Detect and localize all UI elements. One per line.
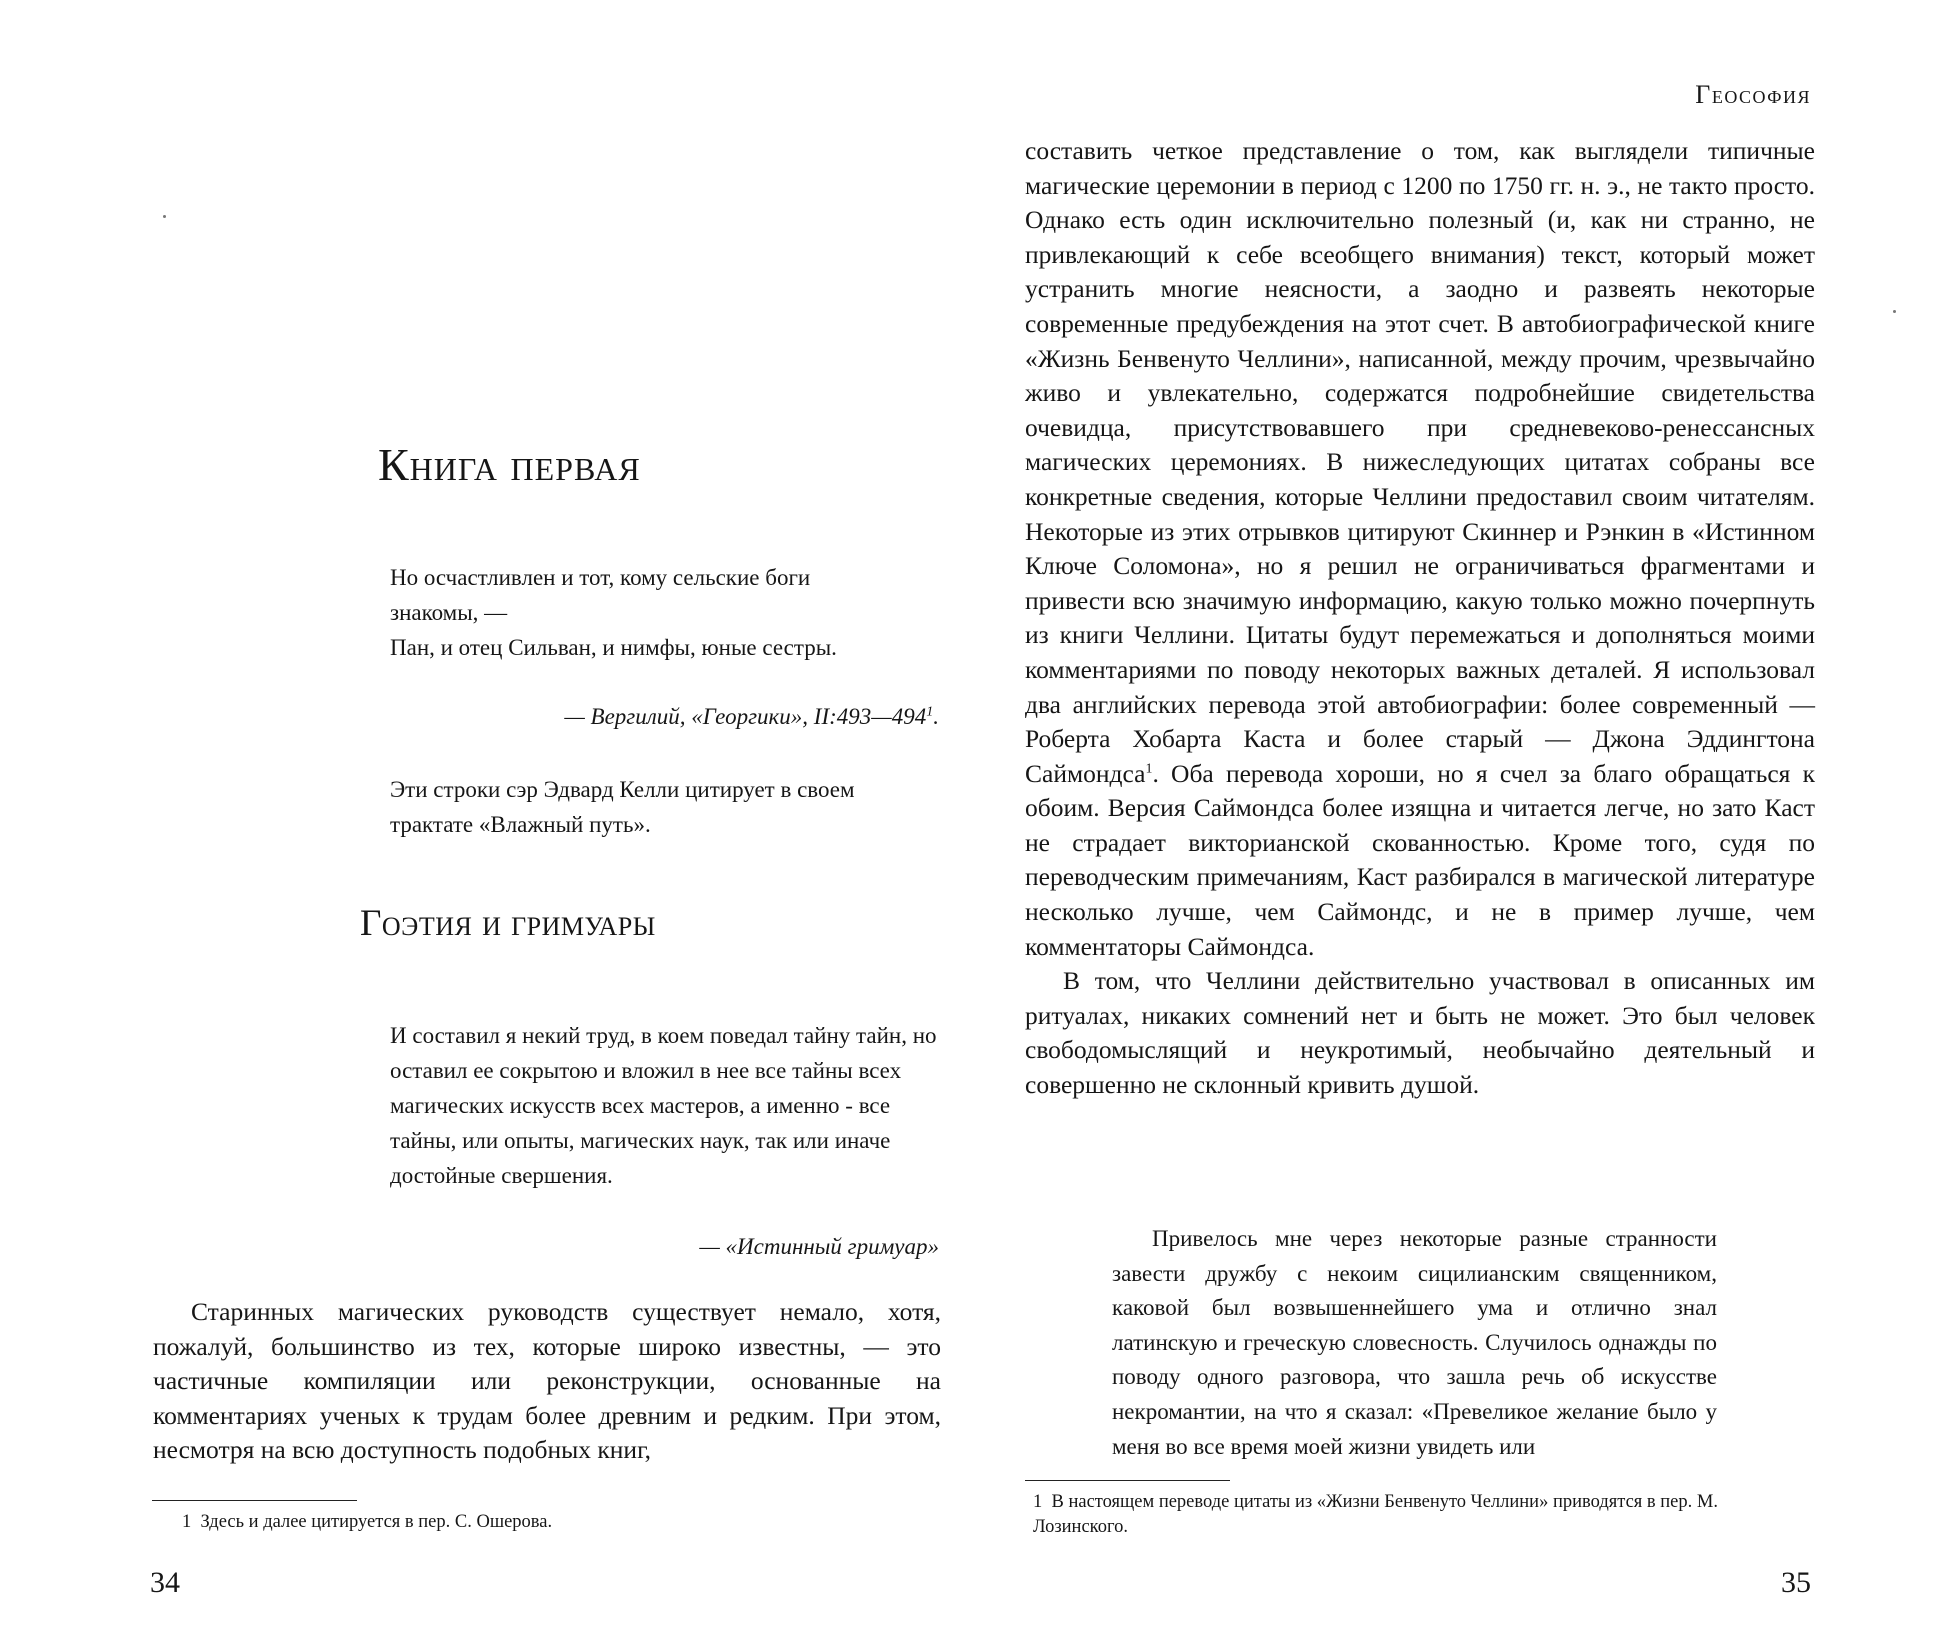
- footnote-number: 1: [182, 1512, 192, 1532]
- footnote-rule: [152, 1500, 357, 1501]
- epigraph-line: Пан, и отец Сильван, и нимфы, юные сестры.: [390, 635, 837, 660]
- section-title: Гоэтия и гримуары: [360, 903, 656, 944]
- body-paragraph: [1025, 134, 1815, 964]
- paper-speck: [1893, 310, 1896, 313]
- body-text: [1025, 134, 1815, 1103]
- footnote-ref[interactable]: 1: [1145, 761, 1153, 777]
- body-paragraph: Старинных магических руководств существует немало, хотя, пожалуй, большинство из тех, которые широко известны, — это частичные компиляции или реконструкции, основанные на комментариях ученых к трудам более древним и редким. При этом, несмотря на всю доступность подобных книг,: [153, 1297, 941, 1465]
- paragraph-text: составить четкое представление о том, как выглядели типичные магические церемонии в период с 1200 по 1750 гг. н. э., не такто просто. Однако есть один исключительно полезный (и, как ни странно, не привлекающий к себе всеобщего внимания) текст, который может устранить многие неясности, а заодно и развеять некоторые современные предубеждения на этот счет. В автобиографической книге «Жизнь Бенвенуто Челлини», написанной, между прочим, чрезвычайно живо и увлекательно, содержатся подробнейшие свидетельства очевидца, присутствовавшего при средневеково-ренессансных магических церемониях. В нижеследующих цитатах собраны все конкретные сведения, которые Челлини предоставил своим читателям. Некоторые из этих отрывков цитируют Скиннер и Рэнкин в «Истинном Ключе Соломона», но я решил не ограничиваться фрагментами и привести всю значимую информацию, какую только можно почерпнуть из книги Челлини. Цитаты будут перемежаться и дополняться моими комментариями по поводу некоторых важных деталей. Я использовал два английских перевода этой автобиографии: более современный — Роберта Хобарта Каста и более старый — Джона Эддингтона Саймондса: [1025, 136, 1815, 788]
- epigraph-line: Но осчастливлен и тот, кому сельские боги: [390, 565, 811, 590]
- left-page: [0, 0, 975, 1633]
- running-head: Геософия: [1695, 80, 1811, 109]
- paper-speck: [163, 215, 166, 218]
- footnote: [182, 1510, 552, 1535]
- footnote: [1033, 1490, 1815, 1540]
- right-page: [975, 0, 1951, 1633]
- paragraph-text: . Оба перевода хороши, но я счел за благо обращаться к обоим. Версия Саймондса более изящна и читается легче, но зато Каст не страдает викторианской скованностью. Кроме того, судя по переводческим примечаниям, Каст разбирался в магической литературе несколько лучше, чем Саймондс, и не в пример лучше, чем комментаторы Саймондса.: [1025, 758, 1815, 961]
- epigraph-note: Эти строки сэр Эдвард Келли цитирует в своем трактате «Влажный путь».: [390, 777, 855, 837]
- page-number: 34: [150, 1566, 180, 1599]
- epigraph-attribution: — «Истинный гримуар»: [699, 1234, 939, 1259]
- footnote-number: 1: [1033, 1492, 1043, 1512]
- body-paragraph: В том, что Челлини действительно участвовал в описанных им ритуалах, никаких сомнений нет и быть не может. Это был человек свободомыслящий и неукротимый, необычайно деятельный и совершенно не склонный кривить душой.: [1025, 966, 1815, 1100]
- block-quote: Привелось мне через некоторые разные странности завести дружбу с некоим сицилианским священником, каковой был возвышеннейшего ума и отлично знал латинскую и греческую словесность. Случилось однажды по поводу одного разговора, что зашла речь об искусстве некромантии, на что я сказал: «Превеликое желание было у меня во все время моей жизни увидеть или: [1112, 1226, 1717, 1459]
- book-title: Книга первая: [378, 439, 641, 490]
- epigraph-verse: [390, 560, 938, 665]
- attribution-text: — Вергилий, «Георгики», II:493—494: [564, 704, 927, 729]
- footnote-text: В настоящем переводе цитаты из «Жизни Бенвенуто Челлини» приводятся в пер. М. Лозинского.: [1033, 1492, 1718, 1537]
- footnote-rule: [1025, 1480, 1230, 1481]
- page-number: 35: [1781, 1566, 1811, 1599]
- footnote-ref[interactable]: 1: [926, 704, 934, 720]
- footnote-text: Здесь и далее цитируется в пер. С. Ошерова.: [200, 1512, 553, 1532]
- epigraph-prose: И составил я некий труд, в коем поведал тайну тайн, но оставил ее сокрытою и вложил в нее все тайны всех магических искусств всех мастеров, а именно - все тайны, или опыты, магических наук, так или иначе достойные свершения.: [390, 1023, 937, 1188]
- epigraph-line: знакомы, —: [390, 600, 508, 625]
- epigraph-attribution: — Вергилий, «Георгики», $II:493—494^1$.: [564, 704, 939, 729]
